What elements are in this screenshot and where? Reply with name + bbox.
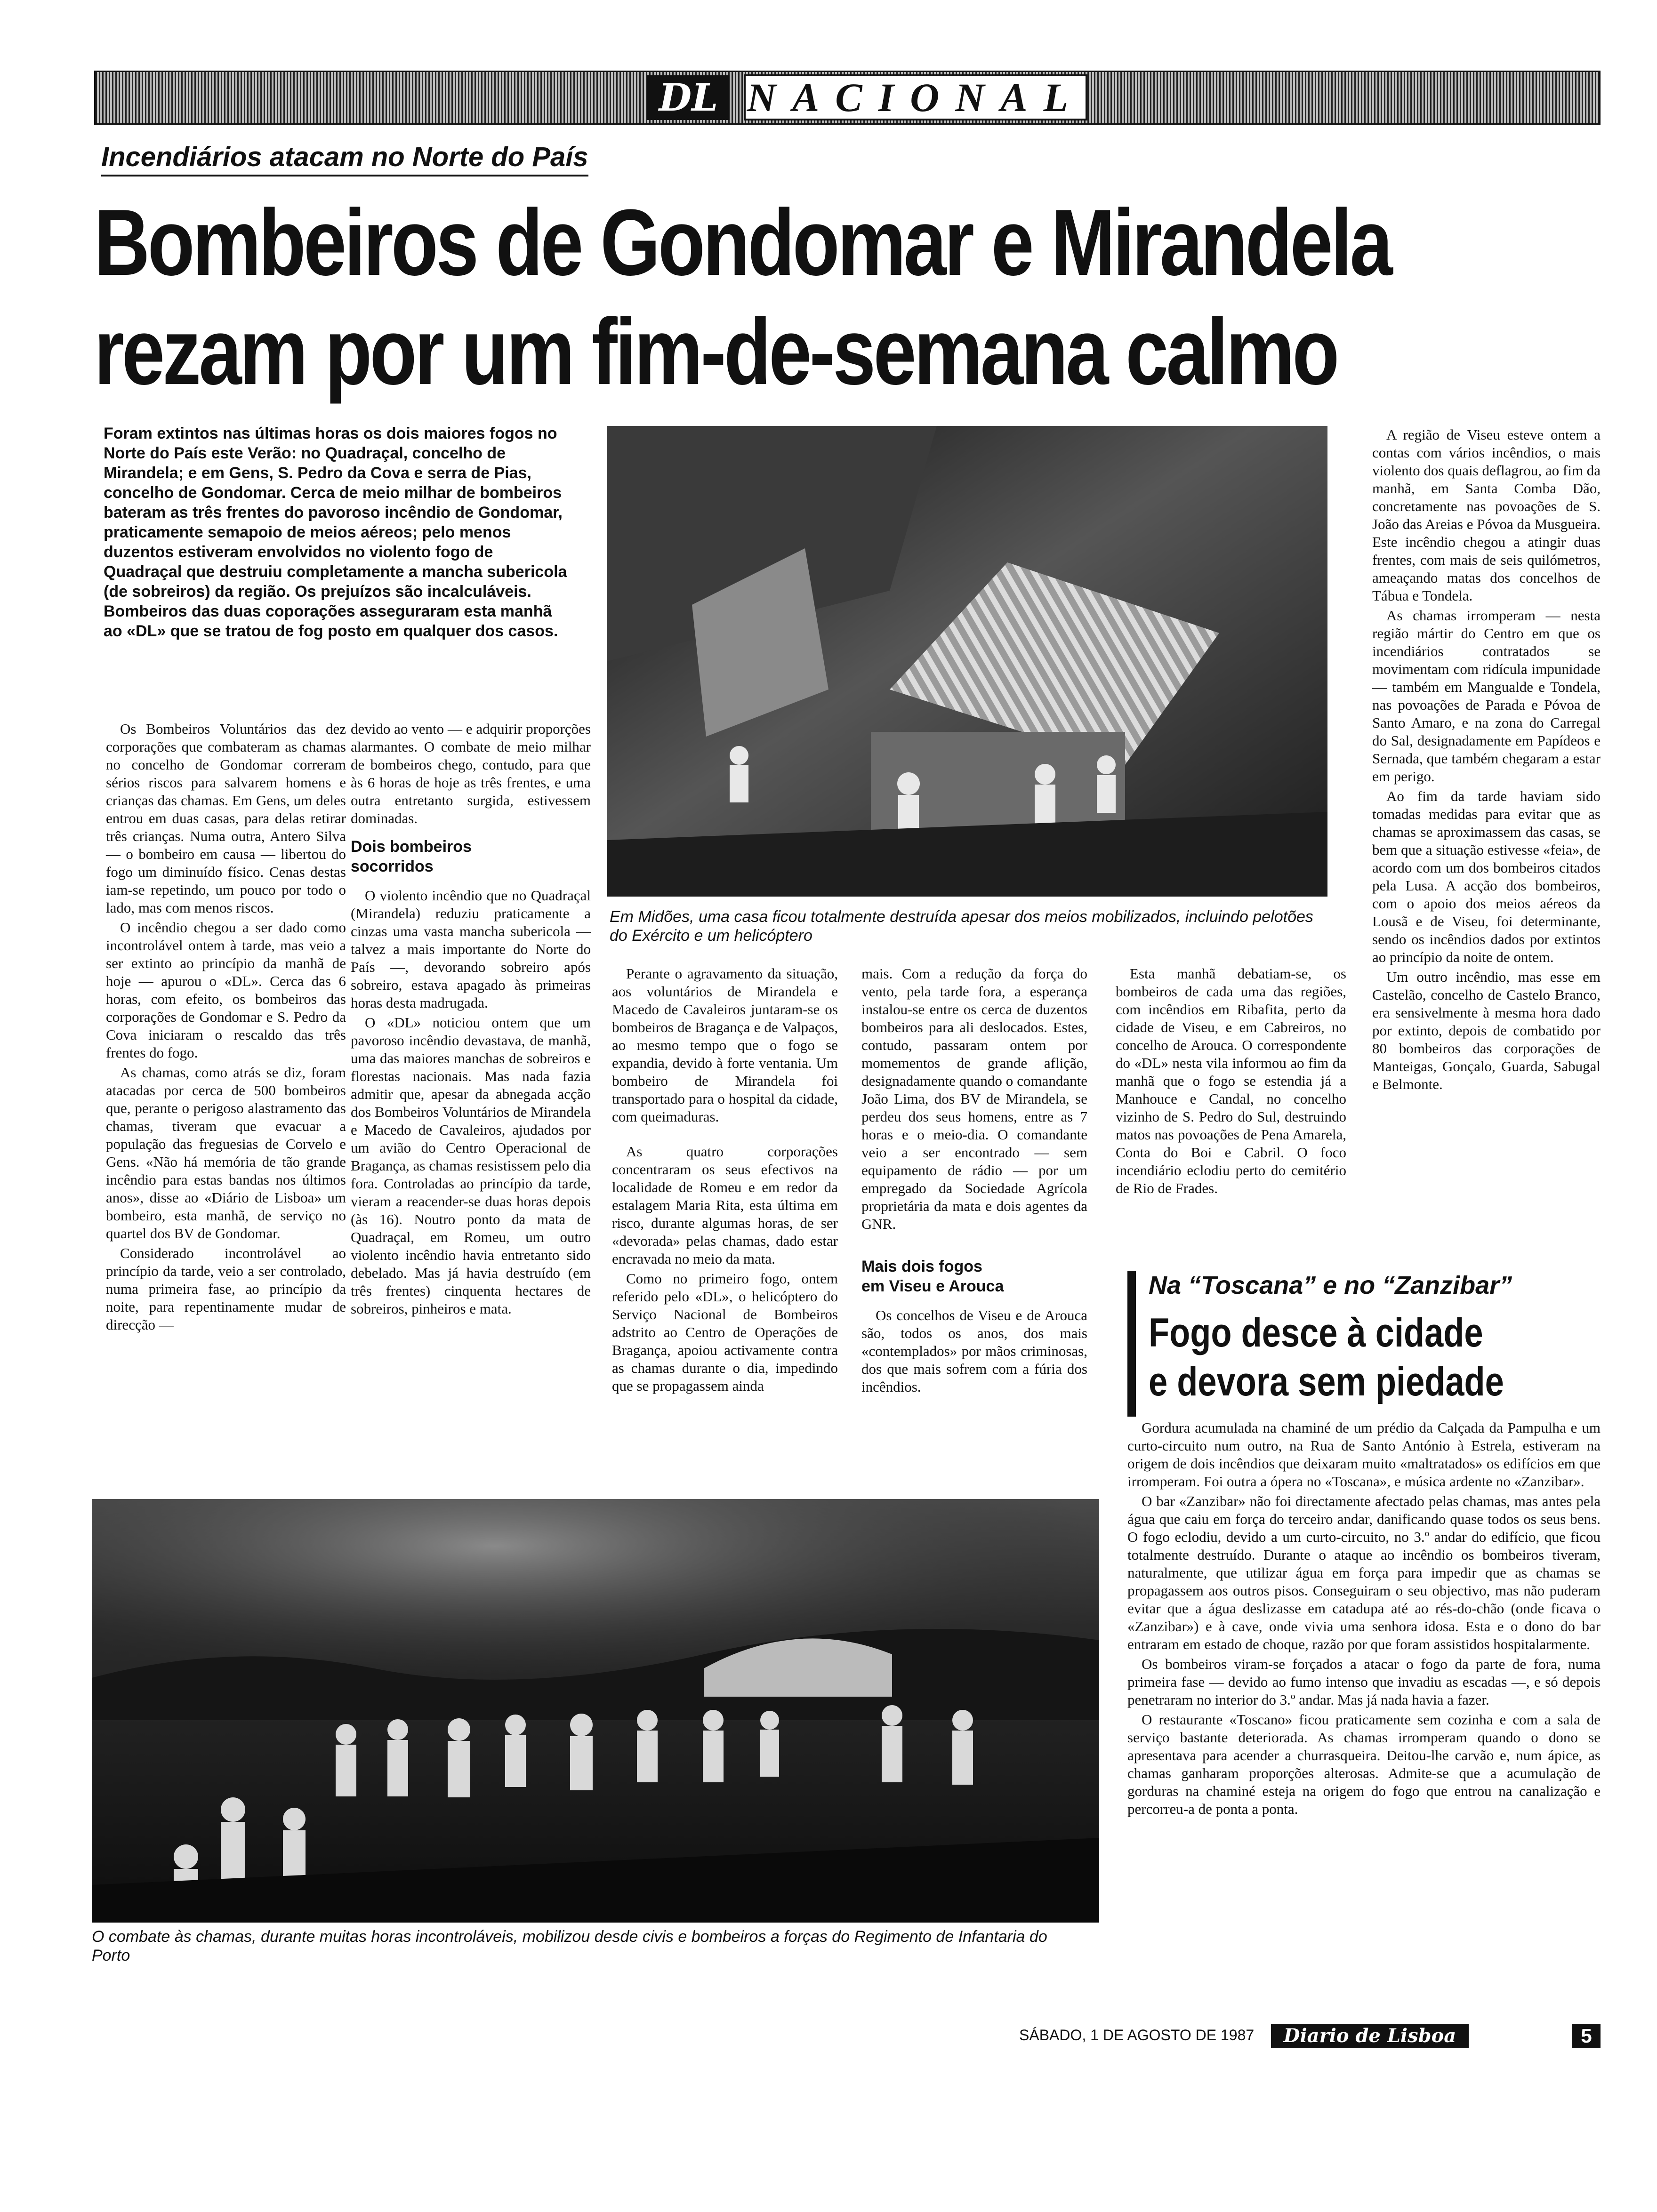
- paragraph: Perante o agravamento da situação, aos voluntários de Mirandela e Macedo de Cavaleiros juntaram-se os bombeiros de Bragança e de Valpaços, ao mesmo tempo que o fogo se expandia, devido à forte ventania. Um bombeiro de Mirandela foi transportado para o hospital da cidade, com queimaduras.: [612, 965, 838, 1125]
- paragraph: mais. Com a redução da força do vento, pela tarde fora, a esperança instalou-se entre os cerca de duzentos bombeiros para ali deslocados. Estes, contudo, passaram ontem por momementos de grande aflição, designadamente quando o comandante João Lima, dos BV de Mirandela, se perdeu dos seus homens, entre as 7 horas e o meio-dia. O comandante veio a ser encontrado — sem equipamento de rádio — por um empregado da Sociedade Agrícola proprietária da mata e dois agentes da GNR.: [861, 965, 1087, 1232]
- article-column-5: [1116, 965, 1346, 1199]
- box-headline: [1149, 1308, 1504, 1406]
- paragraph: devido ao vento — e adquirir proporções alarmantes. O combate de meio milhar de bombeiros chego, contudo, para que às 6 horas de hoje as três frentes, e uma outra entretanto surgida, estivessem dominadas.: [351, 721, 591, 826]
- box-rule: [1127, 1271, 1136, 1417]
- headline-line-2: rezam por um fim-de-semana calmo: [94, 299, 1337, 404]
- footer-date: SÁBADO, 1 DE AGOSTO DE 1987: [1019, 2027, 1255, 2044]
- box-kicker: Na “Toscana” e no “Zanzibar”: [1149, 1271, 1512, 1299]
- paragraph: O violento incêndio que no Quadraçal (Mirandela) reduziu praticamente a cinzas uma vasta mancha subericola — talvez a mais importante do Norte do País —, devorando sobreiro após sobreiro, estava apagado às primeiras horas desta madrugada.: [351, 887, 591, 1011]
- article-column-4: [861, 965, 1087, 1398]
- box-article: [1127, 1419, 1601, 1820]
- paragraph: As chamas, como atrás se diz, foram atacadas por cerca de 500 bombeiros que, perante o perigoso alastramento das chamas, tiveram que evacuar a população das freguesias de Corvelo e Gens. «Não há memória de tão grande incêndio para estas bandas nos últimos anos», disse ao «Diário de Lisboa» um bombeiro, esta manhã, de serviço no quartel dos BV de Gondomar.: [106, 1064, 346, 1242]
- paragraph: Considerado incontrolável ao princípio da tarde, veio a ser controlado, numa primeira fase, ao princípio da noite, para repentinamente mudar de direcção —: [106, 1245, 346, 1333]
- newspaper-logo: DL: [647, 75, 730, 120]
- photo-crowd-fire: [92, 1499, 1099, 1923]
- paragraph: As quatro corporações concentraram os seus efectivos na localidade de Romeu e em redor da estalagem Maria Rita, esta última em risco, durante algumas horas, de ser «devorada» pelas chamas, dado estar encravada no meio da mata.: [612, 1143, 838, 1267]
- paragraph: As chamas irromperam — nesta região mártir do Centro em que os incendiários contratados se movimentam com ridícula impunidade — também em Mangualde e Tondela, nas povoações de Parada e Póvoa de Santo Amaro, e na zona do Carregal do Sal, designadamente em Papídeos e Sernada, que também chegaram a estar em perigo.: [1372, 607, 1601, 785]
- paragraph: O restaurante «Toscano» ficou praticamente sem cozinha e com a sala de serviço bastante deteriorada. As chamas irromperam quando o dono se apresentava para acender a churrasqueira. Deitou-lhe carvão e, num ápice, as chamas ganharam proporções alterosas. Admite-se que a acumulação de gorduras na chaminé esteja na origem do fogo que entrou na canalização e percorreu-a de ponta a ponta.: [1127, 1711, 1601, 1817]
- headline-line-1: Bombeiros de Gondomar e Mirandela: [94, 190, 1391, 295]
- subhead-mais-dois-fogos: [861, 1257, 1087, 1296]
- photo-burned-house-image: [607, 426, 1327, 897]
- paragraph: Ao fim da tarde haviam sido tomadas medidas para evitar que as chamas se aproximassem das casas, se bem que a situação estivesse «feia», de acordo com um dos bombeiros citados pela Lusa. A acção dos bombeiros, com o apoio dos meios aéreos da Lousã e de Viseu, foi determinante, sendo os incêndios dados por extintos ao princípio da noite de ontem.: [1372, 788, 1601, 965]
- footer-newspaper-name: Diario de Lisboa: [1271, 2024, 1469, 2048]
- kicker: Incendiários atacam no Norte do País: [101, 141, 588, 176]
- photo-caption-midoes: Em Midões, uma casa ficou totalmente destruída apesar dos meios mobilizados, incluindo pelotões do Exército e um helicóptero: [610, 908, 1313, 945]
- article-column-3: [612, 965, 838, 1397]
- paragraph: A região de Viseu esteve ontem a contas com vários incêndios, o mais violento dos quais deflagrou, ao fim da manhã, em Santa Comba Dão, concretamente nas povoações de S. João das Areias e Póvoa da Musgueira. Este incêndio chegou a atingir duas frentes, com mais de seis quilómetros, ameaçando matas dos concelhos de Tábua e Tondela.: [1372, 426, 1601, 604]
- paragraph: Esta manhã debatiam-se, os bombeiros de cada uma das regiões, com incêndios em Ribafita, perto da cidade de Viseu, e em Cabreiros, no concelho de Arouca. O correspondente do «DL» nesta vila informou ao fim da manhã que o fogo se estendia já a Manhouce e Candal, no concelho vizinho de S. Pedro do Sul, destruindo matos nas povoações de Pena Amarela, Conta do Boi e Cabril. O foco incendiário eclodiu perto do cemitério de Rio de Frades.: [1116, 965, 1346, 1196]
- lead-paragraph: Foram extintos nas últimas horas os dois maiores fogos no Norte do País este Verão: no Quadraçal, concelho de Mirandela; e em Gens, S. Pedro da Cova e serra de Pias, concelho de Gondomar. Cerca de meio milhar de bombeiros bateram as três frentes do pavoroso incêndio de Gondomar, praticamente semapoio de meios aéreos; pelo menos duzentos estiveram envolvidos no violento fogo de Quadraçal que destruiu completamente a mancha subericola (de sobreiros) da região. Os prejuízos são incalculáveis. Bombeiros das duas coporações asseguraram esta manhã ao «DL» que se tratou de fog posto em qualquer dos casos.: [104, 425, 567, 640]
- page-number: 5: [1572, 2024, 1601, 2048]
- paragraph: Os concelhos de Viseu e de Arouca são, todos os anos, dos mais «contemplados» por mãos criminosas, dos que mais sofrem com a fúria dos incêndios.: [861, 1307, 1087, 1395]
- article-column-1: [106, 720, 346, 1336]
- subhead-line: Mais dois fogos: [861, 1258, 982, 1275]
- paragraph: O «DL» noticiou ontem que um pavoroso incêndio devastava, de manhã, uma das maiores manchas de sobreiros e florestas nacionais. Mas nada fazia admitir que, apesar da abnegada acção dos Bombeiros Voluntários de Mirandela e Macedo de Cavaleiros, ajudados por um avião do Centro Operacional de Bragança, as chamas resistissem pelo dia fora. Controladas ao princípio da tarde, vieram a reacender-se duas horas depois (às 16). Noutro ponto da mata de Quadraçal, em Romeu, um outro violento incêndio havia entretanto sido debelado. Mas já havia destruído (em três frentes) cinquenta hectares de sobreiros, pinheiros e mata.: [351, 1014, 591, 1317]
- paragraph: O bar «Zanzibar» não foi directamente afectado pelas chamas, mas antes pela água que caiu em força do terceiro andar, danificando quase todos os seus bens. O fogo eclodiu, devido a um curto-circuito, no 3.º andar do edifício, que ficou totalmente destruído. Durante o ataque ao incêndio os bombeiros tiveram, naturalmente, que utilizar água em força para impedir que as chamas se propagassem aos outros pisos. Conseguiram o seu objectivo, mas não puderam evitar que a água deslizasse em catadupa até ao rés-do-chão (onde ficava o «Zanzibar») e à cave, onde vivia uma senhora idosa. Esta e o dono do bar entraram em estado de choque, razão por que foram assistidos hospitalarmente.: [1127, 1493, 1601, 1652]
- article-column-2: [351, 720, 591, 1320]
- subhead-line: em Viseu e Arouca: [861, 1277, 1004, 1295]
- photo-caption-crowd: O combate às chamas, durante muitas horas incontroláveis, mobilizou desde civis e bombeiros a forças do Regimento de Infantaria do Porto: [92, 1928, 1047, 1964]
- subhead-line: Dois bombeiros: [351, 838, 472, 856]
- paragraph: Os bombeiros viram-se forçados a atacar o fogo da parte de fora, numa primeira fase — devido ao fumo intenso que invadiu as escadas —, e só depois penetraram no interior do 3.º andar. Mas já nada havia a fazer.: [1127, 1656, 1601, 1708]
- paragraph: O incêndio chegou a ser dado como incontrolável ontem à tarde, mas veio a ser extinto ao princípio da manhã de hoje — apurou o «DL». Cerca das 6 horas, com efeito, os bombeiros das corporações de Gondomar e S. Pedro da Cova iniciaram o rescaldo das três frentes do fogo.: [106, 919, 346, 1061]
- photo-crowd-fire-image: [92, 1499, 1099, 1923]
- section-title: NACIONAL: [744, 74, 1087, 120]
- paragraph: Como no primeiro fogo, ontem referido pelo «DL», o helicóptero do Serviço Nacional de Bombeiros adstrito ao Centro de Operações de Bragança, apoiou activamente contra as chamas durante o dia, impedindo que se propagassem ainda: [612, 1270, 838, 1394]
- paragraph: Gordura acumulada na chaminé de um prédio da Calçada da Pampulha e um curto-circuito num outro, na Rua de Santo António à Estrela, estiveram na origem de dois incêndios que deixaram muito «maltratados» os edifícios em que irromperam. Foi outra a ópera no «Toscana», e música ardente no «Zanzibar».: [1127, 1419, 1601, 1490]
- subhead-line: socorridos: [351, 858, 434, 875]
- subhead-dois-bombeiros: [351, 837, 591, 876]
- headline: [94, 188, 1391, 407]
- box-headline-line-1: Fogo desce à cidade: [1149, 1310, 1483, 1355]
- article-column-6: [1372, 426, 1601, 1095]
- box-headline-line-2: e devora sem piedade: [1149, 1359, 1504, 1404]
- paragraph: Os Bombeiros Voluntários das dez corporações que combateram as chamas no concelho de Gondomar correram sérios riscos para salvarem homens e crianças das chamas. Em Gens, um deles entrou em duas casas, para delas retirar três crianças. Numa outra, Antero Silva — o bombeiro em causa — libertou do fogo um diminuído físico. Cenas destas iam-se repetindo, um pouco por todo o lado, mas com menos riscos.: [106, 721, 346, 916]
- paragraph: Um outro incêndio, mas esse em Castelão, concelho de Castelo Branco, era sensivelmente à mesma hora dado por extinto, depois de combatido por 80 bombeiros das corporações de Manteigas, Gonçalo, Guarda, Sabugal e Belmonte.: [1372, 969, 1601, 1092]
- photo-burned-house: [607, 426, 1327, 897]
